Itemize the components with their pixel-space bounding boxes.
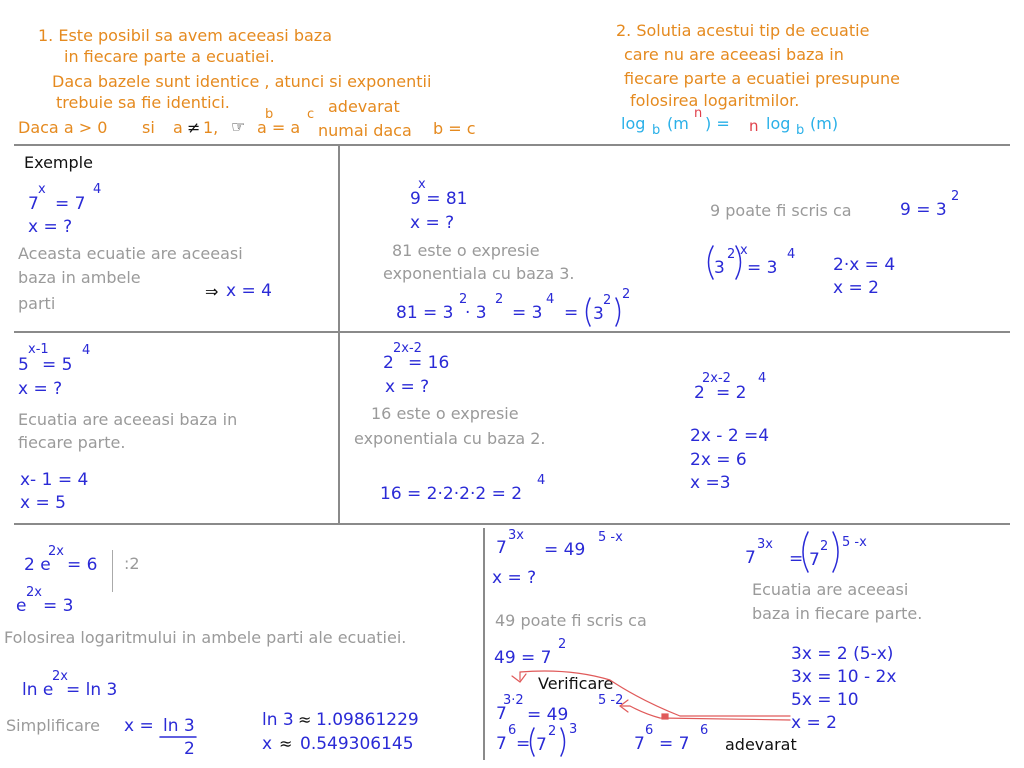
ex5-mid: = 16 (408, 353, 450, 373)
ex2-sup-x: x (418, 177, 426, 192)
ex7-approx-2: ≈ (279, 734, 293, 753)
ex8-49: 49 = 7 (494, 648, 552, 668)
ex7-x: x = (124, 716, 154, 736)
ex7-x-value: 0.549306145 (300, 734, 414, 754)
intro-si: si (142, 118, 155, 137)
ex7-eq3: = 3 (43, 596, 74, 616)
ex1-answer: x = 4 (226, 281, 272, 301)
intro-bc: b = c (433, 119, 476, 138)
ex9-desc-1: Ecuatia are aceeasi (752, 580, 909, 599)
ex7-ln3-value: 1.09861229 (316, 710, 419, 730)
verify-arrowhead-1 (512, 674, 526, 682)
ex8-r-sup2: 2 (548, 724, 557, 739)
ex9-eq: = (789, 549, 804, 569)
ex9-step-3: 5x = 10 (791, 690, 859, 710)
ex8-r-sup6: 6 (508, 723, 517, 738)
ex2-question: x = ? (410, 213, 455, 233)
ex5-question: x = ? (385, 377, 430, 397)
ex7-den: 2 (184, 739, 195, 759)
ex6-base: 2 (694, 383, 705, 403)
ex8-r-inner: 7 (536, 735, 547, 755)
ex3-equation: 9 = 3 (900, 200, 947, 220)
verify-arrow-upper (520, 671, 790, 716)
ex6-step-3: x =3 (690, 473, 731, 493)
ex8-sup-5x: 5 -x (598, 530, 623, 545)
ex8-paren-left (531, 728, 535, 756)
ex8-f7: 7 (634, 734, 645, 754)
log-line-3: fiecare parte a ecuatiei presupune (624, 69, 900, 88)
ex6-step-1: 2x - 2 =4 (690, 426, 770, 446)
ex3-intro: 9 poate fi scris ca (710, 201, 852, 220)
log-lhs-arg: (m (667, 114, 689, 133)
intro-one: 1, (203, 118, 219, 137)
ex8-verificare: Verificare (538, 674, 614, 693)
ex8-r-eq: = (516, 734, 531, 754)
intro-line-1: 1. Este posibil sa avem aceeasi baza (38, 26, 332, 45)
ex2-sup-2a: 2 (459, 292, 468, 307)
ex5-sup-4: 4 (537, 473, 546, 488)
ex8-r7: 7 (496, 734, 507, 754)
ex4-mid: = 5 (42, 355, 73, 375)
ex2-paren-right (616, 298, 620, 326)
intro-a: a (173, 118, 183, 137)
ex7-simplify: Simplificare (6, 716, 100, 735)
ex1-sup-4: 4 (93, 182, 102, 197)
ex4-step-2: x = 5 (20, 493, 66, 513)
ex3-step-1: 2·x = 4 (833, 255, 896, 275)
log-line-4: folosirea logaritmilor. (630, 91, 800, 110)
ex3-inner: 3 (714, 258, 725, 278)
ex8-rhs: = 49 (544, 540, 586, 560)
ex4-question: x = ? (18, 379, 63, 399)
log-lhs: log (621, 114, 646, 133)
log-rhs-arg: (m) (810, 114, 839, 133)
verify-marker (662, 714, 668, 719)
ex3-rest: = 3 (747, 258, 778, 278)
ex2-eq2: = 3 (512, 303, 543, 323)
examples-heading: Exemple (24, 153, 93, 172)
ex3-step-2: x = 2 (833, 278, 879, 298)
ex2-sup-2b: 2 (495, 292, 504, 307)
ex8-v-sup2: 5 -2 (598, 693, 624, 708)
intro-sup-b: b (265, 107, 274, 122)
ex8-paren-right (561, 728, 565, 756)
hand-pointer-icon: ☞ (231, 117, 246, 136)
ex9-sup-3x: 3x (757, 537, 773, 552)
ex8-f-eq: = 7 (659, 734, 690, 754)
ex5-base: 2 (383, 353, 394, 373)
ex2-dot: · 3 (465, 303, 487, 323)
ex2-desc-1: 81 este o expresie (392, 241, 540, 260)
verify-arrow-lower (622, 706, 790, 720)
ex1-desc-3: parti (18, 294, 56, 313)
log-line-2: care nu are aceeasi baza in (624, 45, 844, 64)
log-lhs-base: b (652, 123, 661, 138)
intro-condition: Daca a > 0 (18, 118, 108, 137)
ex9-step-4: x = 2 (791, 713, 837, 733)
ex2-eq3: = (564, 303, 579, 323)
ex7-rhs: = 6 (67, 555, 98, 575)
ex2-row: 81 = 3 (396, 303, 454, 323)
ex6-mid: = 2 (716, 383, 747, 403)
ex2-inner: 3 (593, 304, 604, 324)
intro-ab: a = a (257, 118, 301, 137)
ex8-v49: = 49 (527, 705, 569, 725)
ex7-e: e (16, 596, 27, 616)
ex8-base: 7 (496, 538, 507, 558)
ex8-intro: 49 poate fi scris ca (495, 611, 647, 630)
ex7-num: ln 3 (163, 716, 195, 736)
ex4-sup-x1: x-1 (28, 342, 49, 357)
ex9-sup-2: 2 (820, 539, 829, 554)
ex9-paren-right (833, 532, 838, 572)
ex8-v7: 7 (496, 704, 507, 724)
ex2-equation: 9 = 81 (410, 189, 468, 209)
ex7-lhs: 2 e (24, 555, 51, 575)
intro-line-3: Daca bazele sunt identice , atunci si exponentii (52, 72, 432, 91)
ex7-sup3: 2x (52, 669, 68, 684)
ex6-sup: 2x-2 (702, 371, 731, 386)
ex2-sup-4: 4 (546, 292, 555, 307)
ex2-sup-2c: 2 (603, 293, 612, 308)
ex9-base: 7 (745, 548, 756, 568)
ex1-desc-2: baza in ambele (18, 268, 141, 287)
ex8-v-sup: 3·2 (503, 693, 524, 708)
ex3-paren-right (736, 246, 741, 279)
ex4-desc-2: fiecare parte. (18, 433, 126, 452)
ex7-sup: 2x (48, 544, 64, 559)
log-lhs-exp: n (694, 106, 703, 121)
ex9-paren-left (803, 532, 808, 572)
ex9-step-2: 3x = 10 - 2x (791, 667, 897, 687)
ex9-sup-5x: 5 -x (842, 535, 867, 550)
intro-numai: numai daca (318, 121, 412, 140)
ex7-approx-1: ≈ (298, 710, 312, 729)
ex6-sup-4: 4 (758, 371, 767, 386)
ex1-question: x = ? (28, 217, 73, 237)
log-line-1: 2. Solutia acestui tip de ecuatie (616, 21, 870, 40)
ex8-sup-2: 2 (558, 637, 567, 652)
ex3-sup-x: x (740, 243, 748, 258)
ex8-question: x = ? (492, 568, 537, 588)
ex8-f-sup6b: 6 (700, 723, 709, 738)
ex8-r-sup3: 3 (569, 722, 578, 737)
log-coefficient: n (749, 117, 759, 135)
ex1-rhs: = 7 (55, 194, 86, 214)
ex7-ln3: ln 3 (262, 710, 294, 730)
ex2-sup-2d: 2 (622, 287, 631, 302)
ex5-sup: 2x-2 (393, 341, 422, 356)
ex7-use-log: Folosirea logaritmului in ambele parti ale ecuatiei. (4, 628, 407, 647)
ex7-x2: x (262, 734, 273, 754)
ex5-row: 16 = 2·2·2·2 = 2 (380, 484, 523, 504)
intro-adevarat: adevarat (328, 97, 400, 116)
log-rhs-base: b (796, 123, 805, 138)
ex3-sup-2i: 2 (727, 247, 736, 262)
ex7-divide: :2 (124, 554, 140, 573)
ex4-base: 5 (18, 355, 29, 375)
ex4-desc-1: Ecuatia are aceeasi baza in (18, 410, 238, 429)
ex3-paren-left (709, 246, 714, 279)
log-equals: ) = (705, 114, 730, 133)
log-rhs: log (766, 114, 791, 133)
ex8-adevarat: adevarat (725, 735, 797, 754)
ex4-step-1: x- 1 = 4 (20, 470, 89, 490)
ex9-inner: 7 (809, 550, 820, 570)
ex2-desc-2: exponentiala cu baza 3. (383, 264, 575, 283)
ex3-sup-2: 2 (951, 189, 960, 204)
ex8-f-sup6: 6 (645, 723, 654, 738)
intro-line-4: trebuie sa fie identici. (56, 93, 230, 112)
ex7-sup2: 2x (26, 585, 42, 600)
intro-line-2: in fiecare parte a ecuatiei. (64, 47, 275, 66)
ex1-desc-1: Aceasta ecuatie are aceeasi (18, 244, 243, 263)
ex7-ln: ln e (22, 680, 54, 700)
ex5-desc-1: 16 este o expresie (371, 404, 519, 423)
not-equal-symbol: ≠ (187, 118, 201, 137)
ex8-sup-3x: 3x (508, 528, 524, 543)
intro-sup-c: c (307, 107, 315, 122)
ex4-sup-4: 4 (82, 343, 91, 358)
ex7-lnr: = ln 3 (66, 680, 118, 700)
ex5-desc-2: exponentiala cu baza 2. (354, 429, 546, 448)
ex9-step-1: 3x = 2 (5-x) (791, 644, 894, 664)
ex9-desc-2: baza in fiecare parte. (752, 604, 923, 623)
ex2-paren-left (587, 298, 591, 326)
ex6-step-2: 2x = 6 (690, 450, 747, 470)
ex3-sup-4: 4 (787, 247, 796, 262)
ex1-base: 7 (28, 194, 39, 214)
implies-symbol: ⇒ (205, 282, 219, 301)
ex1-sup-x: x (38, 182, 46, 197)
